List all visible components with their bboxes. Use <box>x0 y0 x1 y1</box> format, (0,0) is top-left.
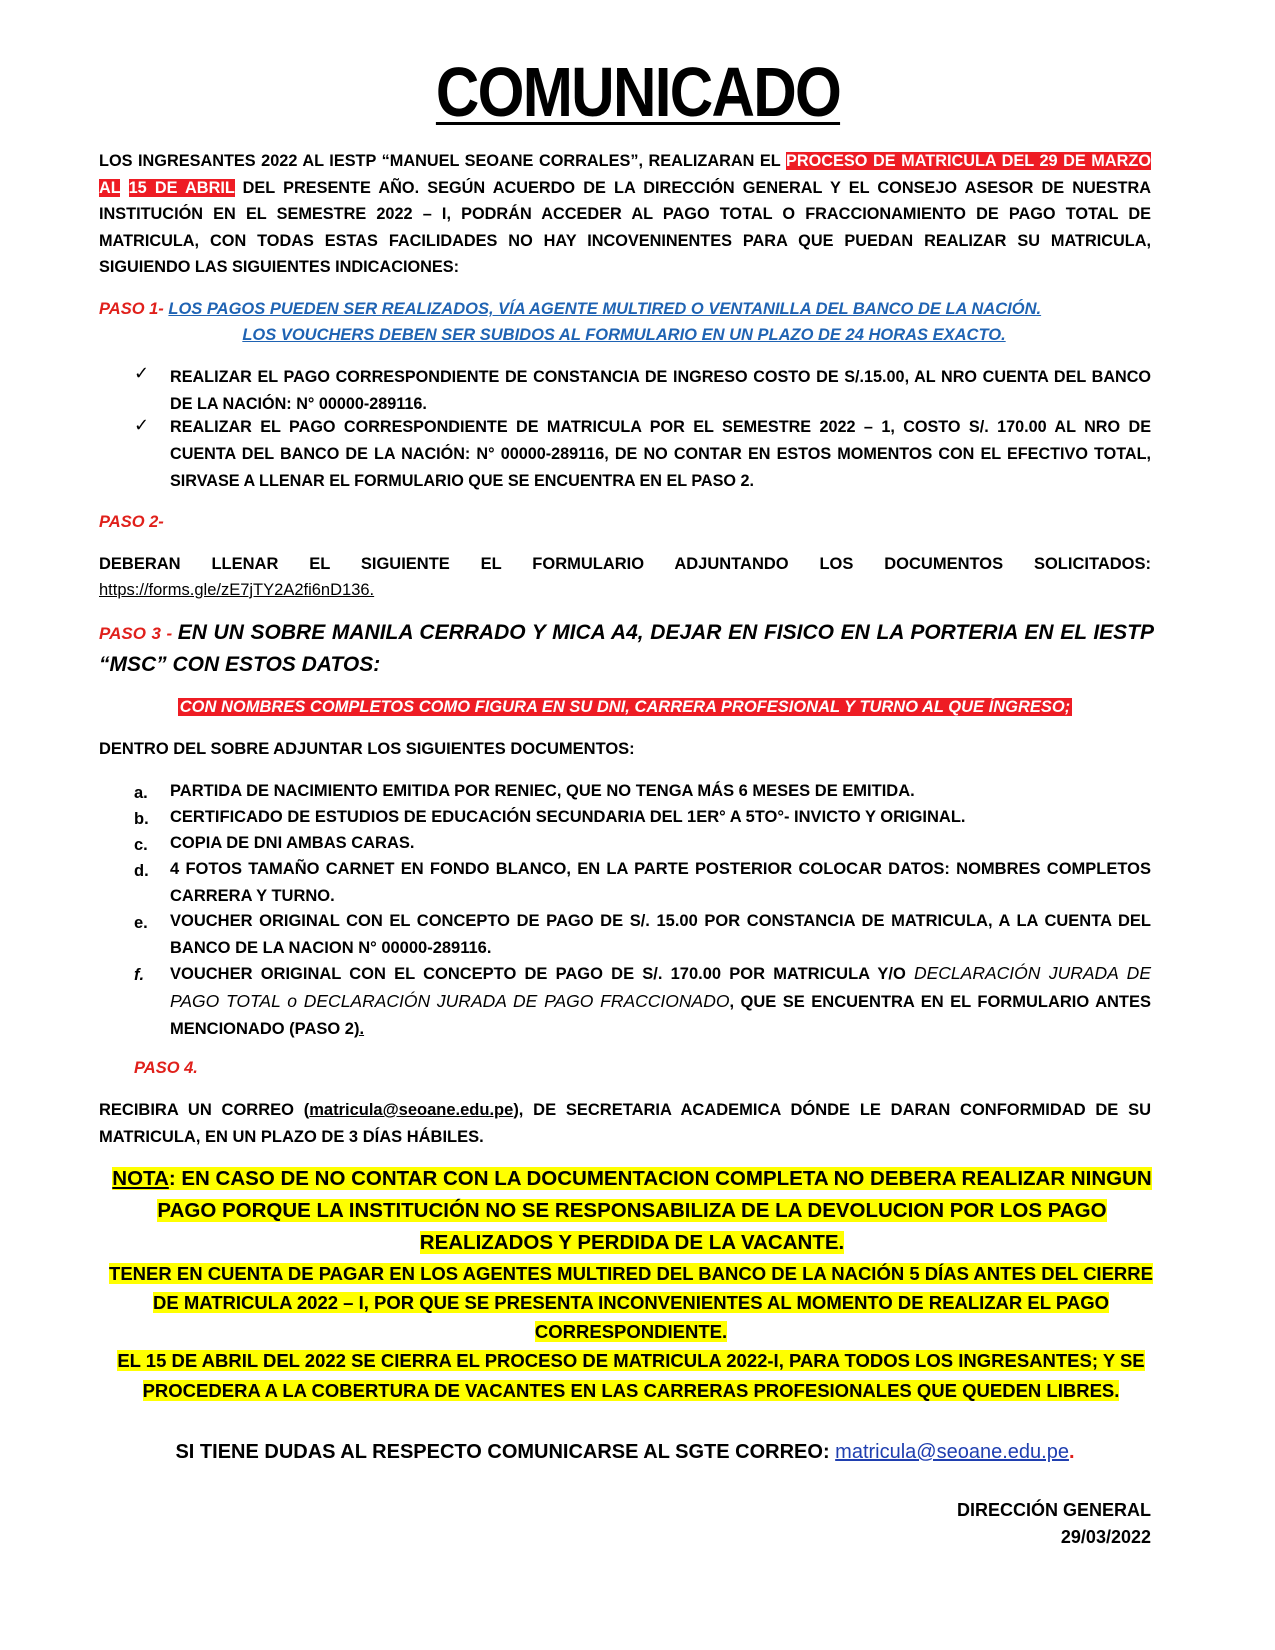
nota-block-1: NOTA: EN CASO DE NO CONTAR CON LA DOCUMENTACION COMPLETA NO DEBERA REALIZAR NINGUN PAGO PORQUE LA INSTITUCIÓN NO SE RESPONSABILIZA DE LA DEVOLUCION POR LOS PAGO REALIZADOS Y PERDIDA DE LA VACANTE. <box>112 1167 1152 1254</box>
paso1-line1: LOS PAGOS PUEDEN SER REALIZADOS, VÍA AGENTE MULTIRED O VENTANILLA DEL BANCO DE LA NACIÓN. <box>168 300 1042 318</box>
date-end-highlight: 15 DE ABRIL <box>128 178 235 197</box>
paso1-line2: LOS VOUCHERS DEBEN SER SUBIDOS AL FORMULARIO EN UN PLAZO DE 24 HORAS EXACTO. <box>242 326 1006 344</box>
paso2-label: PASO 2- <box>99 513 164 531</box>
signature-office: DIRECCIÓN GENERAL <box>956 1500 1151 1520</box>
doc-f-text: VOUCHER ORIGINAL CON EL CONCEPTO DE PAGO DE S/. 170.00 POR MATRICULA Y/O DECLARACIÓN JURADA DE PAGO TOTAL o DECLARACIÓN JURADA DE PAGO FRACCIONADO, QUE SE ENCUENTRA EN EL FORMULARIO ANTES MENCIONADO (PASO 2). <box>170 963 1152 1038</box>
doc-e-marker: e. <box>134 914 148 932</box>
doc-f-marker: f. <box>134 966 145 984</box>
document-title: COMUNICADO <box>435 53 840 131</box>
paso3-paragraph: PASO 3 - EN UN SOBRE MANILA CERRADO Y MICA A4, DEJAR EN FISICO EN LA PORTERIA EN EL IESTP “MSC” CON ESTOS DATOS: <box>99 621 1154 676</box>
doc-a-marker: a. <box>134 784 148 802</box>
date-range-highlight: PROCESO DE MATRICULA DEL 29 DE MARZO AL <box>99 152 1151 197</box>
intro-paragraph: LOS INGRESANTES 2022 AL IESTP “MANUEL SEOANE CORRALES”, REALIZARAN EL PROCESO DE MATRICULA DEL 29 DE MARZO AL 15 DE ABRIL DEL PRESENTE AÑO. SEGÚN ACUERDO DE LA DIRECCIÓN GENERAL Y EL CONSEJO ASESOR DE NUESTRA INSTITUCIÓN EN EL SEMESTRE 2022 – I, PODRÁN ACCEDER AL PAGO TOTAL O FRACCIONAMIENTO DE PAGO TOTAL DE MATRICULA, CON TODAS ESTAS FACILIDADES NO HAY INCOVENINENTES PARA QUE PUEDAN REALIZAR SU MATRICULA, SIGUIENDO LAS SIGUIENTES INDICACIONES: <box>99 152 1151 276</box>
paso1-heading <box>99 296 1159 323</box>
paso1-subline <box>0 322 1250 349</box>
paso2-text: DEBERAN LLENAR EL SIGUIENTE EL FORMULARIO ADJUNTANDO LOS DOCUMENTOS SOLICITADOS: <box>99 555 1151 573</box>
contact-line: SI TIENE DUDAS AL RESPECTO COMUNICARSE AL SGTE CORREO: matricula@seoane.edu.pe. <box>175 1441 1075 1463</box>
doc-c-text: COPIA DE DNI AMBAS CARAS. <box>170 834 415 852</box>
doc-e-text: VOUCHER ORIGINAL CON EL CONCEPTO DE PAGO DE S/. 15.00 POR CONSTANCIA DE MATRICULA, A LA CUENTA DEL BANCO DE LA NACION N° 00000-289116. <box>170 912 1151 957</box>
contact-email-link[interactable]: matricula@seoane.edu.pe <box>835 1441 1069 1463</box>
paso1-item-1: REALIZAR EL PAGO CORRESPONDIENTE DE CONSTANCIA DE INGRESO COSTO DE S/.15.00, AL NRO CUENTA DEL BANCO DE LA NACIÓN: N° 00000-289116. <box>170 368 1151 413</box>
doc-c-marker: c. <box>134 836 148 854</box>
doc-b-marker: b. <box>134 810 149 828</box>
paso3-label: PASO 3 - <box>99 624 178 643</box>
nota-label: NOTA <box>112 1167 169 1190</box>
doc-d-text: 4 FOTOS TAMAÑO CARNET EN FONDO BLANCO, EN LA PARTE POSTERIOR COLOCAR DATOS: NOMBRES COMPLETOS CARRERA Y TURNO. <box>170 860 1151 905</box>
nota-block-2: TENER EN CUENTA DE PAGAR EN LOS AGENTES MULTIRED DEL BANCO DE LA NACIÓN 5 DÍAS ANTES DEL CIERRE DE MATRICULA 2022 – I, POR QUE SE PRESENTA INCONVENIENTES AL MOMENTO DE REALIZAR EL PAGO CORRESPONDIENTE. <box>109 1263 1153 1342</box>
paso4-text: RECIBIRA UN CORREO (matricula@seoane.edu.pe), DE SECRETARIA ACADEMICA DÓNDE LE DARAN CONFORMIDAD DE SU MATRICULA, EN UN PLAZO DE 3 DÍAS HÁBILES. <box>99 1101 1152 1146</box>
check-icon: ✓ <box>134 363 150 383</box>
paso1-label: PASO 1- <box>99 300 169 318</box>
doc-a-text: PARTIDA DE NACIMIENTO EMITIDA POR RENIEC, QUE NO TENGA MÁS 6 MESES DE EMITIDA. <box>170 782 915 800</box>
signature-date: 29/03/2022 <box>1060 1527 1151 1547</box>
doc-f-italic: DECLARACIÓN JURADA DE PAGO TOTAL o DECLARACIÓN JURADA DE PAGO FRACCIONADO <box>170 963 1151 1011</box>
paso3-highlight: CON NOMBRES COMPLETOS COMO FIGURA EN SU DNI, CARRERA PROFESIONAL Y TURNO AL QUE ÍNGRESO; <box>179 698 1071 716</box>
doc-b-text: CERTIFICADO DE ESTUDIOS DE EDUCACIÓN SECUNDARIA DEL 1ER° A 5TO°- INVICTO Y ORIGINAL. <box>170 808 966 826</box>
paso3-highlight-row <box>0 694 1250 721</box>
paso1-item-2: REALIZAR EL PAGO CORRESPONDIENTE DE MATRICULA POR EL SEMESTRE 2022 – 1, COSTO S/. 170.00 AL NRO DE CUENTA DEL BANCO DE LA NACIÓN: N° 00000-289116, DE NO CONTAR EN ESTOS MOMENTOS CON EL EFECTIVO TOTAL, SIRVASE A LLENAR EL FORMULARIO QUE SE ENCUENTRA EN EL PASO 2. <box>170 418 1151 490</box>
nota-block-3: EL 15 DE ABRIL DEL 2022 SE CIERRA EL PROCESO DE MATRICULA 2022-I, PARA TODOS LOS INGRESANTES; Y SE PROCEDERA A LA COBERTURA DE VACANTES EN LAS CARRERAS PROFESIONALES QUE QUEDEN LIBRES. <box>117 1350 1145 1401</box>
check-icon: ✓ <box>134 415 150 435</box>
paso4-email-link[interactable]: matricula@seoane.edu.pe <box>309 1101 514 1119</box>
paso2-form-link[interactable]: https://forms.gle/zE7jTY2A2fi6nD136. <box>99 581 375 599</box>
docs-heading: DENTRO DEL SOBRE ADJUNTAR LOS SIGUIENTES DOCUMENTOS: <box>99 740 635 758</box>
doc-d-marker: d. <box>134 862 149 880</box>
paso4-label: PASO 4. <box>134 1059 198 1077</box>
